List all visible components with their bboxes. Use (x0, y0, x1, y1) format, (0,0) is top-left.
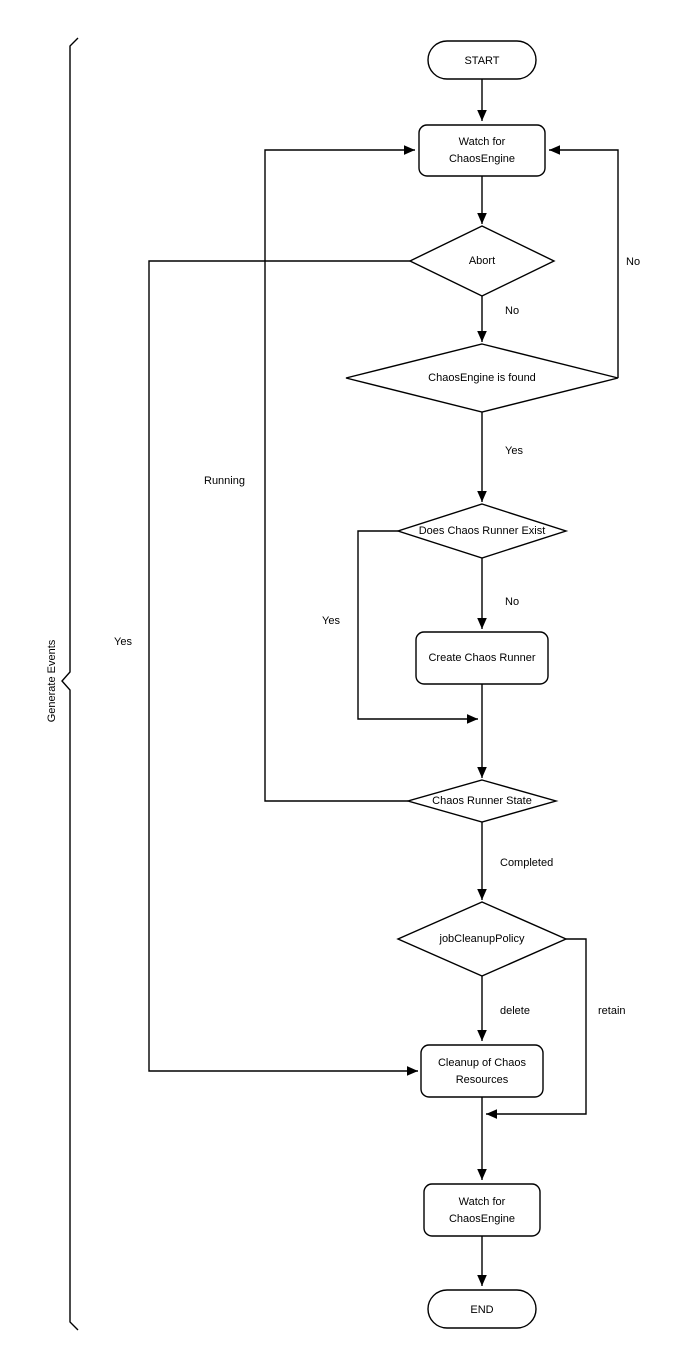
node-watch-chaosengine-bottom[interactable] (424, 1184, 540, 1236)
edge-label-runner-state-running: Running (204, 474, 245, 487)
node-abort-label: Abort (468, 254, 496, 267)
edge-runner-exist-yes (358, 531, 478, 719)
node-watch-chaosengine-top-line1: Watch for (458, 135, 506, 148)
edge-label-policy-delete: delete (500, 1004, 530, 1017)
node-create-chaos-runner-label: Create Chaos Runner (428, 651, 536, 664)
edge-runner-state-running (265, 150, 415, 801)
edge-label-runner-state-completed: Completed (500, 856, 554, 869)
node-watch-chaosengine-bottom-line2: ChaosEngine (448, 1212, 516, 1225)
edge-found-no (549, 150, 618, 378)
edge-label-abort-yes: Yes (114, 635, 132, 648)
edge-label-abort-no: No (505, 304, 520, 317)
node-cleanup-chaos-resources-line1: Cleanup of Chaos (437, 1056, 527, 1069)
edge-label-policy-retain: retain (598, 1004, 626, 1017)
generate-events-label: Generate Events (45, 639, 58, 723)
node-chaos-runner-state-label: Chaos Runner State (432, 794, 532, 807)
edge-label-found-yes: Yes (505, 444, 523, 457)
node-does-chaos-runner-exist-label: Does Chaos Runner Exist (418, 524, 546, 537)
node-watch-chaosengine-top-line2: ChaosEngine (448, 152, 516, 165)
generate-events-bracket (62, 38, 78, 1330)
edge-label-runner-exist-no: No (505, 595, 520, 608)
node-watch-chaosengine-bottom-line1: Watch for (458, 1195, 506, 1208)
node-chaosengine-found-label: ChaosEngine is found (428, 371, 536, 384)
node-cleanup-chaos-resources-line2: Resources (455, 1073, 509, 1086)
node-watch-chaosengine-top[interactable] (419, 125, 545, 176)
edge-label-found-no: No (626, 255, 641, 268)
node-end-label: END (470, 1303, 494, 1316)
edge-label-runner-exist-yes: Yes (322, 614, 340, 627)
node-cleanup-chaos-resources[interactable] (421, 1045, 543, 1097)
node-job-cleanup-policy-label: jobCleanupPolicy (439, 932, 525, 945)
node-start-label: START (464, 54, 500, 67)
